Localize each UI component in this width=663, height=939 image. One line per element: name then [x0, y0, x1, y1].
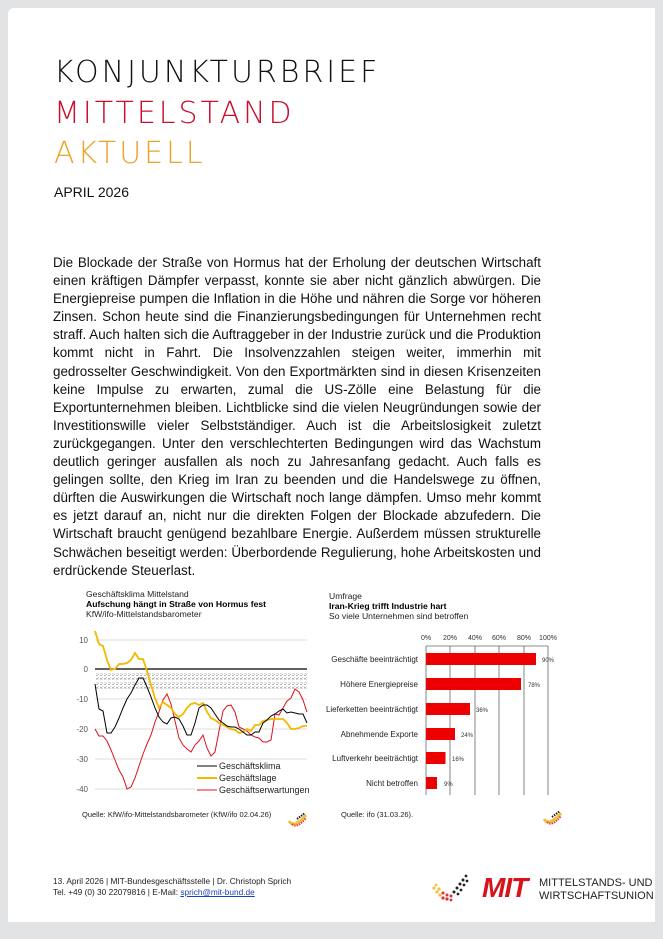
right-chart-kicker: Umfrage [329, 591, 362, 601]
left-chart-header [86, 589, 266, 619]
mit-logo-swoosh-icon [430, 874, 482, 904]
left-chart-kicker: Geschäftsklima Mittelstand [86, 589, 189, 599]
svg-text:Lieferketten beeinträchtigt: Lieferketten beeinträchtigt [325, 705, 418, 714]
svg-text:16%: 16% [452, 757, 465, 763]
footer-line-1: 13. April 2026 | MIT-Bundesgeschäftsstelle | Dr. Christoph Sprich [53, 876, 292, 886]
bar-exporte [426, 728, 455, 740]
bar-luftverkehr [426, 752, 446, 764]
left-chart-subtitle: KfW/ifo-Mittelstandsbarometer [86, 609, 202, 619]
svg-text:36%: 36% [476, 708, 489, 714]
svg-text:9%: 9% [444, 782, 453, 788]
title-line-1: KONJUNKTURBRIEF [54, 55, 381, 90]
bar-gridlines [426, 646, 548, 795]
bar-lieferketten [426, 703, 470, 715]
left-chart-source: Quelle: KfW/ifo-Mittelstandsbarometer (KfW/ifo 02.04.26) [82, 810, 272, 819]
bar-chart [320, 628, 580, 798]
bar-category-labels [326, 655, 419, 788]
svg-text:10: 10 [79, 636, 88, 645]
legend-geschaeftsklima: Geschäftsklima [219, 761, 281, 771]
right-chart-subtitle: So viele Unternehmen sind betroffen [329, 611, 469, 621]
svg-text:-40: -40 [76, 785, 88, 794]
title-line-3: AKTUELL [54, 136, 206, 171]
svg-text:20%: 20% [442, 635, 458, 642]
svg-text:Abnehmende Exporte: Abnehmende Exporte [340, 730, 418, 739]
line-chart [70, 630, 320, 800]
body-paragraph: Die Blockade der Straße von Hormus hat der Erholung der deutschen Wirtschaft einen kräftigen Dämpfer verpasst, konnte sie aber nicht gänzlich abwürgen. Die Energiepreise pumpen die Inflation in die Höhe und nähren die Sorge vor höheren Zinsen. Schon heute sind die Finanzierungsbedingungen für Unternehmen recht straff. Auch halten sich die Auftraggeber in der Industrie zurück und die Produktion kommt nicht in Fahrt. Die Insolvenzzahlen steigen weiter, immerhin mit gedrosselter Geschwindigkeit. Von den Exportmärkten sind in diesen Krisenzeiten keine Impulse zu erwarten, zumal die US-Zölle eine Belastung für die Exportunternehmen bleiben. Lichtblicke sind die vielen Neugründungen sowie der Investitionswille vieler Selbstständiger. Auch ist die Arbeitslosigkeit zuletzt zurückgegangen. Unter den verschlechterten Bedingungen wird das Wachstum deutlich geringer ausfallen als noch zu Jahresanfang gedacht. Auch falls es gelingen sollte, den Krieg im Iran zu beenden und die Handelswege zu öffnen, dürften die Auswirkungen die Wirtschaft noch lange dämpfen. Umso mehr kommt es jetzt darauf an, nicht nur die direkten Folgen der Blockade abzufedern. Die Wirtschaft braucht genügend bezahlbare Energie. Außerdem müssen strukturelle Schwächen beseitigt werden: Überbordende Regulierung, hohe Arbeitskosten und erdrückende Steuerlast. [53, 255, 541, 578]
x-axis-ticks [421, 635, 557, 642]
svg-text:0%: 0% [420, 635, 432, 642]
svg-text:78%: 78% [528, 683, 541, 689]
bar-geschaefte [426, 653, 536, 665]
svg-text:0: 0 [83, 665, 88, 674]
x-axis-label-band [95, 673, 307, 689]
svg-text:60%: 60% [491, 635, 507, 642]
svg-text:24%: 24% [461, 733, 474, 739]
svg-text:-30: -30 [76, 755, 88, 764]
mit-org-name: MITTELSTANDS- UND WIRTSCHAFTSUNION [539, 877, 654, 902]
svg-text:40%: 40% [467, 635, 483, 642]
svg-text:100%: 100% [539, 635, 557, 642]
bars [426, 653, 536, 789]
mit-mini-logo-icon [288, 812, 308, 830]
svg-text:Geschäfte beeinträchtigt: Geschäfte beeinträchtigt [331, 655, 418, 664]
svg-text:Höhere Energiepreise: Höhere Energiepreise [340, 680, 418, 689]
svg-text:Nicht betroffen: Nicht betroffen [366, 779, 418, 788]
right-chart-header [329, 591, 468, 621]
y-axis-ticks [76, 636, 88, 794]
footer-contact [53, 876, 291, 898]
mit-mini-logo-icon [543, 810, 563, 828]
mit-logo-wordmark: MIT [482, 872, 528, 903]
email-link[interactable]: sprich@mit-bund.de [180, 887, 255, 897]
legend-geschaeftserwartungen: Geschäftserwartungen [219, 785, 310, 795]
right-chart-headline: Iran-Krieg trifft Industrie hart [329, 601, 447, 611]
svg-text:90%: 90% [542, 658, 555, 664]
title-line-2: MITTELSTAND [54, 96, 295, 131]
svg-text:-10: -10 [76, 695, 88, 704]
svg-text:-20: -20 [76, 725, 88, 734]
footer-line-2: Tel. +49 (0) 30 22079816 | E-Mail: sprich@mit-bund.de [53, 887, 255, 897]
bar-energiepreise [426, 678, 521, 690]
line-chart-legend [197, 761, 310, 795]
svg-text:80%: 80% [516, 635, 532, 642]
left-chart-headline: Aufschung hängt in Straße von Hormus fest [86, 599, 267, 609]
issue-date: APRIL 2026 [54, 184, 129, 200]
legend-geschaeftslage: Geschäftslage [219, 773, 277, 783]
right-chart-source: Quelle: ifo (31.03.26). [341, 810, 414, 819]
bar-nicht-betroffen [426, 777, 437, 789]
svg-text:Luftverkehr beeiträchtigt: Luftverkehr beeiträchtigt [332, 754, 418, 763]
